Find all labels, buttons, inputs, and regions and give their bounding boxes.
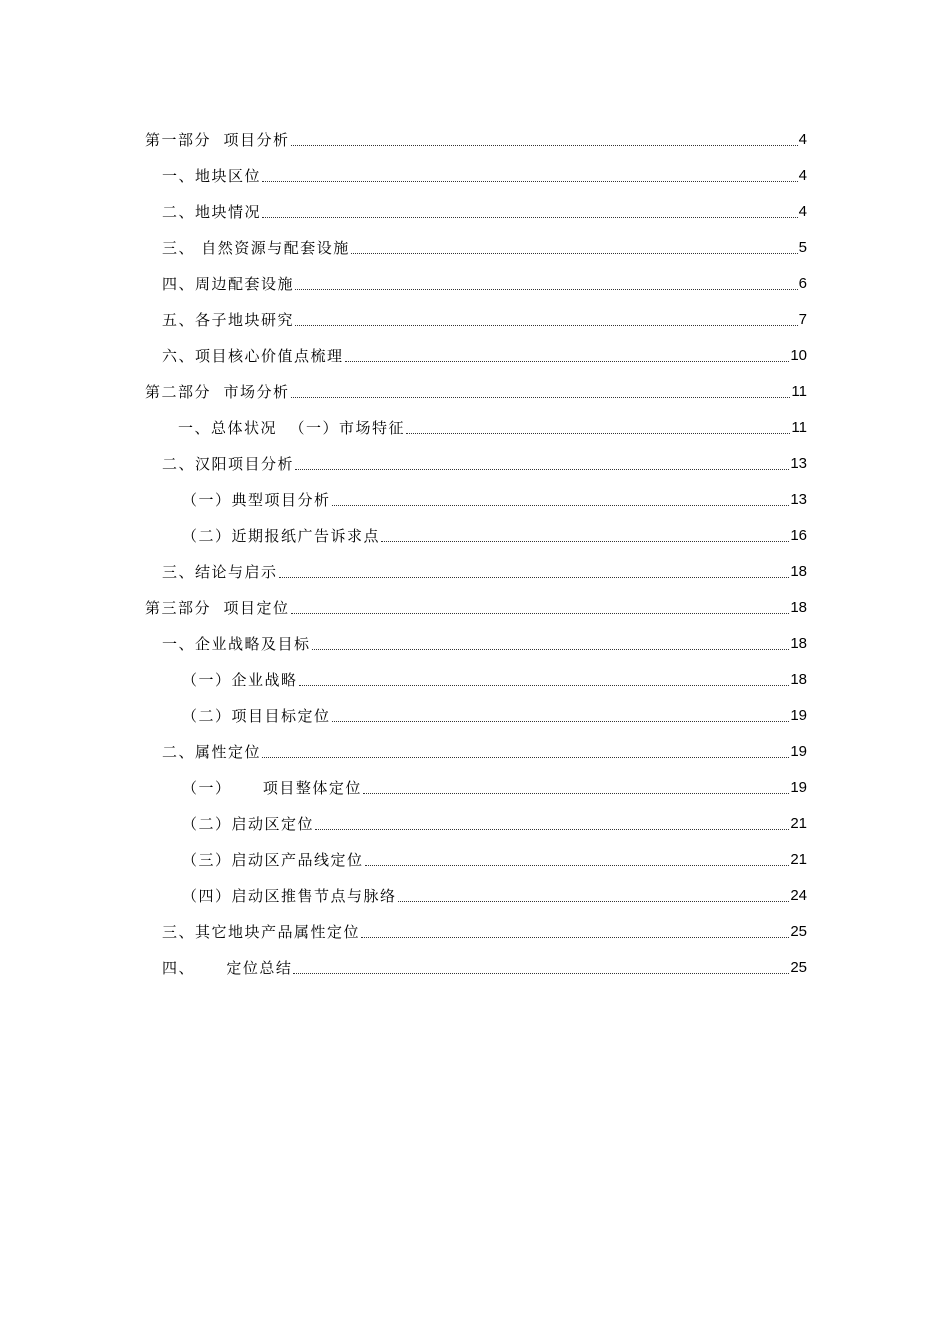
toc-page-number: 11 [791,383,807,400]
toc-entry-title: 二、属性定位 [162,743,262,761]
toc-dot-leader [315,829,789,830]
toc-dot-leader [262,217,798,218]
toc-page-number: 5 [798,239,807,256]
toc-entry-title: （一） 项目整体定位 [182,779,362,797]
toc-entry[interactable] [162,342,807,366]
toc-entry[interactable] [162,558,807,582]
toc-entry-part-3[interactable] [145,594,807,618]
toc-page-number: 24 [790,887,807,904]
toc-dot-leader [291,145,798,146]
toc-page-number: 4 [798,203,807,220]
toc-entry-title: 第二部分 市场分析 [145,383,290,401]
toc-page-number: 18 [790,635,807,652]
toc-page-number: 21 [790,815,807,832]
toc-entry-title: 一、企业战略及目标 [162,635,311,653]
toc-dot-leader [295,469,789,470]
toc-dot-leader [312,649,790,650]
toc-page-number: 25 [790,959,807,976]
toc-dot-leader [381,541,789,542]
toc-entry-title: （三）启动区产品线定位 [182,851,364,869]
toc-dot-leader [365,865,790,866]
toc-entry[interactable] [162,738,807,762]
toc-dot-leader [291,397,791,398]
toc-page-number: 19 [790,707,807,724]
toc-entry[interactable] [162,918,807,942]
toc-dot-leader [295,289,798,290]
toc-dot-leader [279,577,790,578]
toc-entry[interactable] [178,414,807,438]
toc-entry-title: 第一部分 项目分析 [145,131,290,149]
toc-dot-leader [295,325,798,326]
toc-entry-part-2[interactable] [145,378,807,402]
toc-entry-title: （二）近期报纸广告诉求点 [182,527,381,545]
toc-dot-leader [345,361,790,362]
toc-page-number: 21 [790,851,807,868]
toc-page-number: 13 [790,455,807,472]
toc-entry[interactable] [162,198,807,222]
toc-entry[interactable] [182,522,807,546]
toc-dot-leader [332,721,790,722]
toc-entry-title: 二、汉阳项目分析 [162,455,295,473]
toc-entry[interactable] [182,810,807,834]
toc-entry-title: 三、结论与启示 [162,563,278,581]
toc-page-number: 18 [790,599,807,616]
toc-page-number: 25 [790,923,807,940]
toc-entry-title: （一）企业战略 [182,671,298,689]
toc-entry-title: 第三部分 项目定位 [145,599,290,617]
toc-page-number: 18 [790,563,807,580]
toc-entry-title: 五、各子地块研究 [162,311,295,329]
toc-dot-leader [332,505,790,506]
toc-entry-title: 一、地块区位 [162,167,262,185]
toc-dot-leader [406,433,790,434]
toc-dot-leader [299,685,790,686]
toc-entry[interactable] [162,306,807,330]
toc-entry-title: （四）启动区推售节点与脉络 [182,887,397,905]
toc-page-number: 6 [798,275,807,292]
toc-entry-title: 三、 自然资源与配套设施 [162,239,350,257]
toc-dot-leader [262,181,798,182]
toc-entry[interactable] [162,162,807,186]
toc-dot-leader [262,757,789,758]
toc-entry[interactable] [162,270,807,294]
toc-entry[interactable] [182,666,807,690]
toc-page-number: 4 [798,131,807,148]
toc-entry-title: 六、项目核心价值点梳理 [162,347,344,365]
toc-entry[interactable] [162,234,807,258]
toc-dot-leader [361,937,789,938]
toc-entry-title: 一、总体状况 （一）市场特征 [178,419,406,437]
toc-dot-leader [293,973,789,974]
toc-page-number: 10 [790,347,807,364]
toc-page-number: 13 [790,491,807,508]
toc-page-number: 18 [790,671,807,688]
toc-entry-title: （一）典型项目分析 [182,491,331,509]
toc-entry[interactable] [182,702,807,726]
toc-entry-title: 三、其它地块产品属性定位 [162,923,361,941]
toc-page-number: 16 [790,527,807,544]
toc-entry-title: 二、地块情况 [162,203,262,221]
toc-entry-part-1[interactable] [145,126,807,150]
toc-dot-leader [291,613,790,614]
toc-dot-leader [363,793,789,794]
toc-entry[interactable] [162,450,807,474]
toc-entry[interactable] [182,882,807,906]
toc-entry-title: （二）项目目标定位 [182,707,331,725]
toc-entry[interactable] [182,846,807,870]
toc-page-number: 4 [798,167,807,184]
toc-entry-title: 四、周边配套设施 [162,275,295,293]
toc-entry[interactable] [182,486,807,510]
toc-entry[interactable] [182,774,807,798]
toc-page-number: 7 [798,311,807,328]
toc-entry-title: （二）启动区定位 [182,815,315,833]
toc-page-number: 19 [790,743,807,760]
toc-page-number: 11 [791,419,807,436]
toc-dot-leader [351,253,798,254]
toc-entry-title: 四、 定位总结 [162,959,293,977]
toc-page-number: 19 [790,779,807,796]
toc-entry[interactable] [162,954,807,978]
toc-entry[interactable] [162,630,807,654]
toc-dot-leader [398,901,790,902]
